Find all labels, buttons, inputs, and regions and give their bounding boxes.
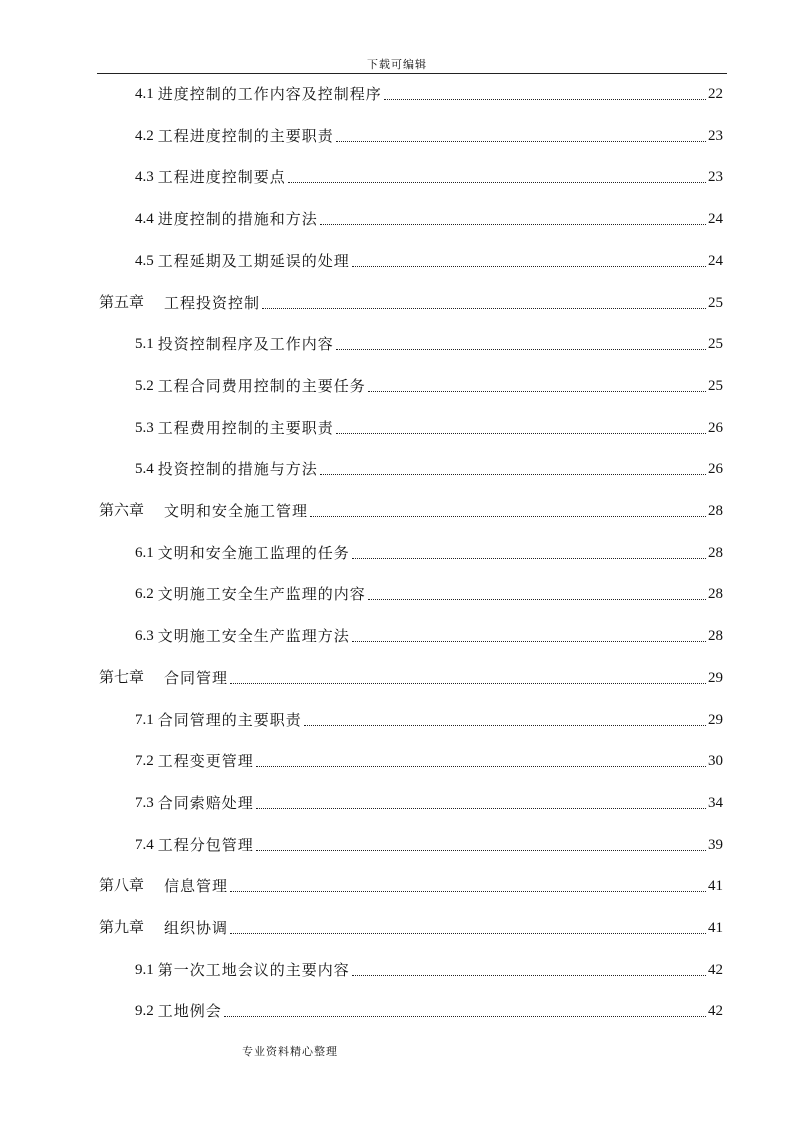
toc-entry-number: 6.1 [135, 544, 154, 561]
toc-page-number: 29 [708, 711, 723, 728]
header-rule [97, 73, 727, 74]
toc-entry-title: 工程进度控制要点 [157, 168, 286, 187]
toc-entry-number: 4.3 [135, 169, 154, 186]
toc-page-number: 30 [708, 753, 723, 770]
toc-dot-leader [256, 808, 706, 809]
toc-dot-leader [336, 141, 706, 142]
toc-entry-number: 6.3 [135, 628, 154, 645]
toc-entry-title: 合同管理的主要职责 [157, 710, 302, 729]
toc-entry-number: 7.4 [135, 836, 154, 853]
toc-page-number: 28 [708, 586, 723, 603]
toc-section-entry[interactable] [135, 954, 723, 980]
toc-entry-title: 进度控制的工作内容及控制程序 [157, 85, 382, 103]
toc-entry-title: 文明和安全施工管理 [164, 502, 309, 520]
toc-page-number: 29 [708, 669, 723, 686]
toc-entry-number: 第九章 [99, 920, 145, 936]
toc-page-number: 28 [708, 628, 723, 645]
toc-entry-title: 第一次工地会议的主要内容 [157, 960, 350, 979]
toc-section-entry[interactable] [135, 620, 723, 646]
toc-entry-title: 工程费用控制的主要职责 [157, 418, 334, 437]
toc-chapter-entry[interactable] [99, 912, 723, 938]
toc-page-number: 25 [708, 377, 723, 394]
toc-dot-leader [230, 683, 706, 684]
toc-dot-leader [368, 391, 706, 392]
toc-dot-leader [256, 766, 706, 767]
toc-page-number: 25 [708, 294, 723, 311]
toc-section-entry[interactable] [135, 537, 723, 563]
toc-entry-number: 9.1 [135, 961, 154, 978]
toc-dot-leader [368, 599, 706, 600]
toc-entry-number: 9.2 [135, 1003, 154, 1020]
toc-section-entry[interactable] [135, 78, 723, 104]
toc-entry-title: 文明施工安全生产监理方法 [157, 627, 350, 646]
toc-entry-title: 文明和安全施工监理的任务 [157, 543, 350, 562]
toc-page-number: 26 [708, 461, 723, 478]
toc-entry-number: 7.1 [135, 711, 154, 728]
page-header: 下载可编辑 [367, 58, 427, 71]
toc-entry-title: 工程变更管理 [157, 752, 254, 771]
toc-dot-leader [352, 641, 706, 642]
toc-page-number: 23 [708, 169, 723, 186]
toc-dot-leader [352, 266, 706, 267]
toc-chapter-entry[interactable] [99, 662, 723, 688]
toc-section-entry[interactable] [135, 704, 723, 730]
toc-page-number: 42 [708, 1003, 723, 1020]
toc-dot-leader [352, 975, 706, 976]
toc-dot-leader [230, 891, 706, 892]
toc-page-number: 39 [708, 836, 723, 853]
toc-dot-leader [320, 224, 706, 225]
toc-section-entry[interactable] [135, 120, 723, 146]
toc-entry-number: 4.2 [135, 127, 154, 144]
toc-section-entry[interactable] [135, 245, 723, 271]
toc-section-entry[interactable] [135, 745, 723, 771]
toc-section-entry[interactable] [135, 578, 723, 604]
toc-section-entry[interactable] [135, 453, 723, 479]
toc-dot-leader [256, 850, 706, 851]
toc-page-number: 34 [708, 794, 723, 811]
toc-entry-number: 第七章 [99, 669, 145, 686]
toc-page-number: 24 [708, 211, 723, 228]
toc-entry-title: 信息管理 [164, 877, 229, 896]
toc-entry-number: 5.1 [135, 336, 154, 353]
toc-dot-leader [304, 725, 706, 726]
toc-page-number: 28 [708, 544, 723, 561]
toc-dot-leader [336, 349, 706, 350]
toc-section-entry[interactable] [135, 995, 723, 1021]
toc-entry-number: 5.3 [135, 419, 154, 436]
toc-page-number: 42 [708, 961, 723, 978]
toc-page-number: 22 [708, 86, 723, 102]
toc-entry-title: 工地例会 [157, 1002, 222, 1021]
toc-dot-leader [310, 516, 706, 517]
toc-dot-leader [288, 182, 706, 183]
toc-chapter-entry[interactable] [99, 287, 723, 313]
toc-entry-title: 工程延期及工期延误的处理 [157, 251, 350, 270]
toc-entry-title: 投资控制的措施与方法 [157, 460, 318, 479]
toc-section-entry[interactable] [135, 328, 723, 354]
toc-entry-title: 合同管理 [164, 668, 229, 687]
toc-section-entry[interactable] [135, 161, 723, 187]
toc-page-number: 41 [708, 920, 723, 936]
toc-dot-leader [320, 474, 706, 475]
toc-section-entry[interactable] [135, 787, 723, 813]
toc-page-number: 23 [708, 127, 723, 144]
toc-entry-title: 投资控制程序及工作内容 [157, 335, 334, 354]
page-footer: 专业资料精心整理 [242, 1045, 338, 1058]
toc-page-number: 28 [708, 503, 723, 519]
toc-dot-leader [262, 308, 706, 309]
toc-entry-number: 第八章 [99, 878, 145, 895]
toc-dot-leader [230, 933, 706, 934]
toc-entry-title: 工程分包管理 [157, 835, 254, 854]
toc-section-entry[interactable] [135, 829, 723, 855]
toc-chapter-entry[interactable] [99, 495, 723, 521]
toc-dot-leader [224, 1016, 706, 1017]
toc-entry-number: 7.3 [135, 794, 154, 811]
toc-entry-title: 工程合同费用控制的主要任务 [157, 376, 366, 395]
toc-entry-number: 7.2 [135, 753, 154, 770]
toc-entry-title: 组织协调 [164, 919, 229, 937]
toc-entry-number: 4.4 [135, 211, 154, 228]
toc-entry-title: 工程进度控制的主要职责 [157, 126, 334, 145]
toc-entry-number: 4.5 [135, 252, 154, 269]
toc-page-number: 26 [708, 419, 723, 436]
toc-entry-number: 6.2 [135, 586, 154, 603]
toc-entry-title: 工程投资控制 [164, 293, 261, 312]
toc-entry-number: 第五章 [99, 294, 145, 311]
toc-dot-leader [336, 433, 706, 434]
toc-page-number: 41 [708, 878, 723, 895]
toc-entry-number: 5.4 [135, 461, 154, 478]
toc-entry-number: 5.2 [135, 377, 154, 394]
toc-dot-leader [352, 558, 706, 559]
toc-dot-leader [384, 99, 706, 100]
toc-entry-title: 文明施工安全生产监理的内容 [157, 585, 366, 604]
toc-page-number: 25 [708, 336, 723, 353]
toc-entry-number: 第六章 [99, 503, 145, 519]
toc-section-entry[interactable] [135, 412, 723, 438]
toc-chapter-entry[interactable] [99, 870, 723, 896]
toc-entry-number: 4.1 [135, 86, 154, 102]
toc-section-entry[interactable] [135, 370, 723, 396]
toc-entry-title: 合同索赔处理 [157, 793, 254, 812]
toc-page-number: 24 [708, 252, 723, 269]
toc-entry-title: 进度控制的措施和方法 [157, 210, 318, 229]
toc-section-entry[interactable] [135, 203, 723, 229]
